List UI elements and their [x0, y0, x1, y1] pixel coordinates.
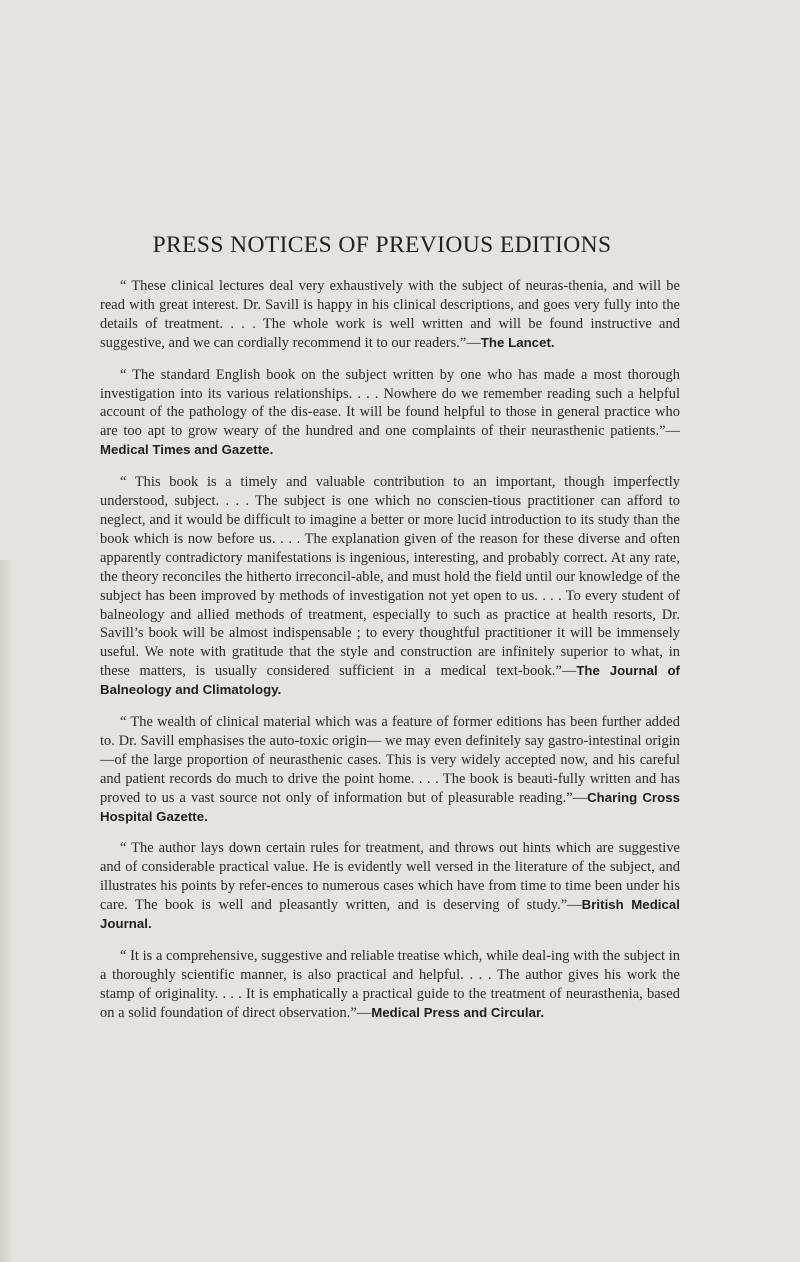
notice-source: Medical Times and Gazette.: [100, 442, 274, 458]
notice-quote: “ The wealth of clinical material which was a feature of former editions has been further added to. Dr. Savill emphasises the auto-toxic origin— we may even definitely say gastro-intestinal origin—of the large proportion of neurasthenic cases. This is very widely accepted now, and his careful and patient records do much to drive the point home. . . . The book is beauti-fully written and has proved to us a vast source not only of information but of pleasurable reading.”—: [100, 714, 680, 806]
notice-quote: “ The author lays down certain rules for treatment, and throws out hints which are suggestive and of considerable practical value. He is evidently well versed in the literature of the subject, and illustrates his points by refer-ences to numerous cases which have from time to time been under his care. The book is well and pleasantly written, and is deserving of study.”—: [100, 840, 680, 914]
notice-source: Charing Cross Hospital Gazette.: [100, 789, 680, 824]
notice-quote: “ It is a comprehensive, suggestive and reliable treatise which, while deal-ing with the subject in a thoroughly scientific manner, is also practical and helpful. . . . The author gives his work the stamp of originality. . . . It is emphatically a practical guide to the treatment of neurasthenia, based on a solid foundation of direct observation.”—: [100, 948, 681, 1021]
notice-medical-times: [100, 366, 680, 461]
notice-source: Medical Press and Circular.: [371, 1004, 545, 1020]
press-notices-section: [100, 232, 680, 1036]
notice-bmj: [100, 839, 680, 934]
notice-source: British Medical Journal.: [100, 897, 680, 932]
notice-quote: “ This book is a timely and valuable contribution to an important, though imperfectly understood, subject. . . . The subject is one which no conscien-tious practitioner can afford to neglect, and it would be difficult to imagine a better or more lucid introduction to its study than the book which is now before us. . . . The explanation given of the reason for these diverse and often apparently contradictory manifestations is ingenious, interesting, and probably correct. At any rate, the theory reconciles the hitherto irreconcil-able, and must hold the field until our knowledge of the subject has been improved by methods of investigation not yet open to us. . . . To every student of balneology and allied methods of treatment, especially to such as practice at health resorts, Dr. Savill’s book will be almost indispensable ; to every thoughtful practitioner it will be immensely useful. We note with gratitude that the style and construction are infinitely superior to what, in these matters, is usually considered sufficient in a medical text-book.”—: [100, 474, 680, 680]
notice-medical-press: [100, 947, 680, 1023]
notice-quote: “ These clinical lectures deal very exhaustively with the subject of neuras-thenia, and will be read with great interest. Dr. Savill is happy in his clinical descriptions, and goes very fully into the details of treatment. . . . The whole work is well written and will be found instructive and suggestive, and we can cordially recommend it to our readers.”—: [100, 278, 680, 351]
notice-lancet: [100, 277, 680, 353]
notice-source: The Journal of Balneology and Climatology.: [100, 663, 680, 698]
notice-quote: “ The standard English book on the subject written by one who has made a most thorough investigation into its various relationships. . . . Nowhere do we remember reading such a helpful account of the pathology of the dis-ease. It will be found helpful to those in general practice who are too apt to grow weary of the hundred and one complaints of their neurasthenic patients.”—: [100, 366, 680, 440]
page-heading: PRESS NOTICES OF PREVIOUS EDITIONS: [152, 232, 612, 258]
page-edge-shadow: [0, 560, 14, 1262]
notice-balneology-journal: [100, 473, 680, 700]
notice-source: The Lancet.: [480, 334, 555, 350]
notice-charing-cross: [100, 713, 680, 826]
